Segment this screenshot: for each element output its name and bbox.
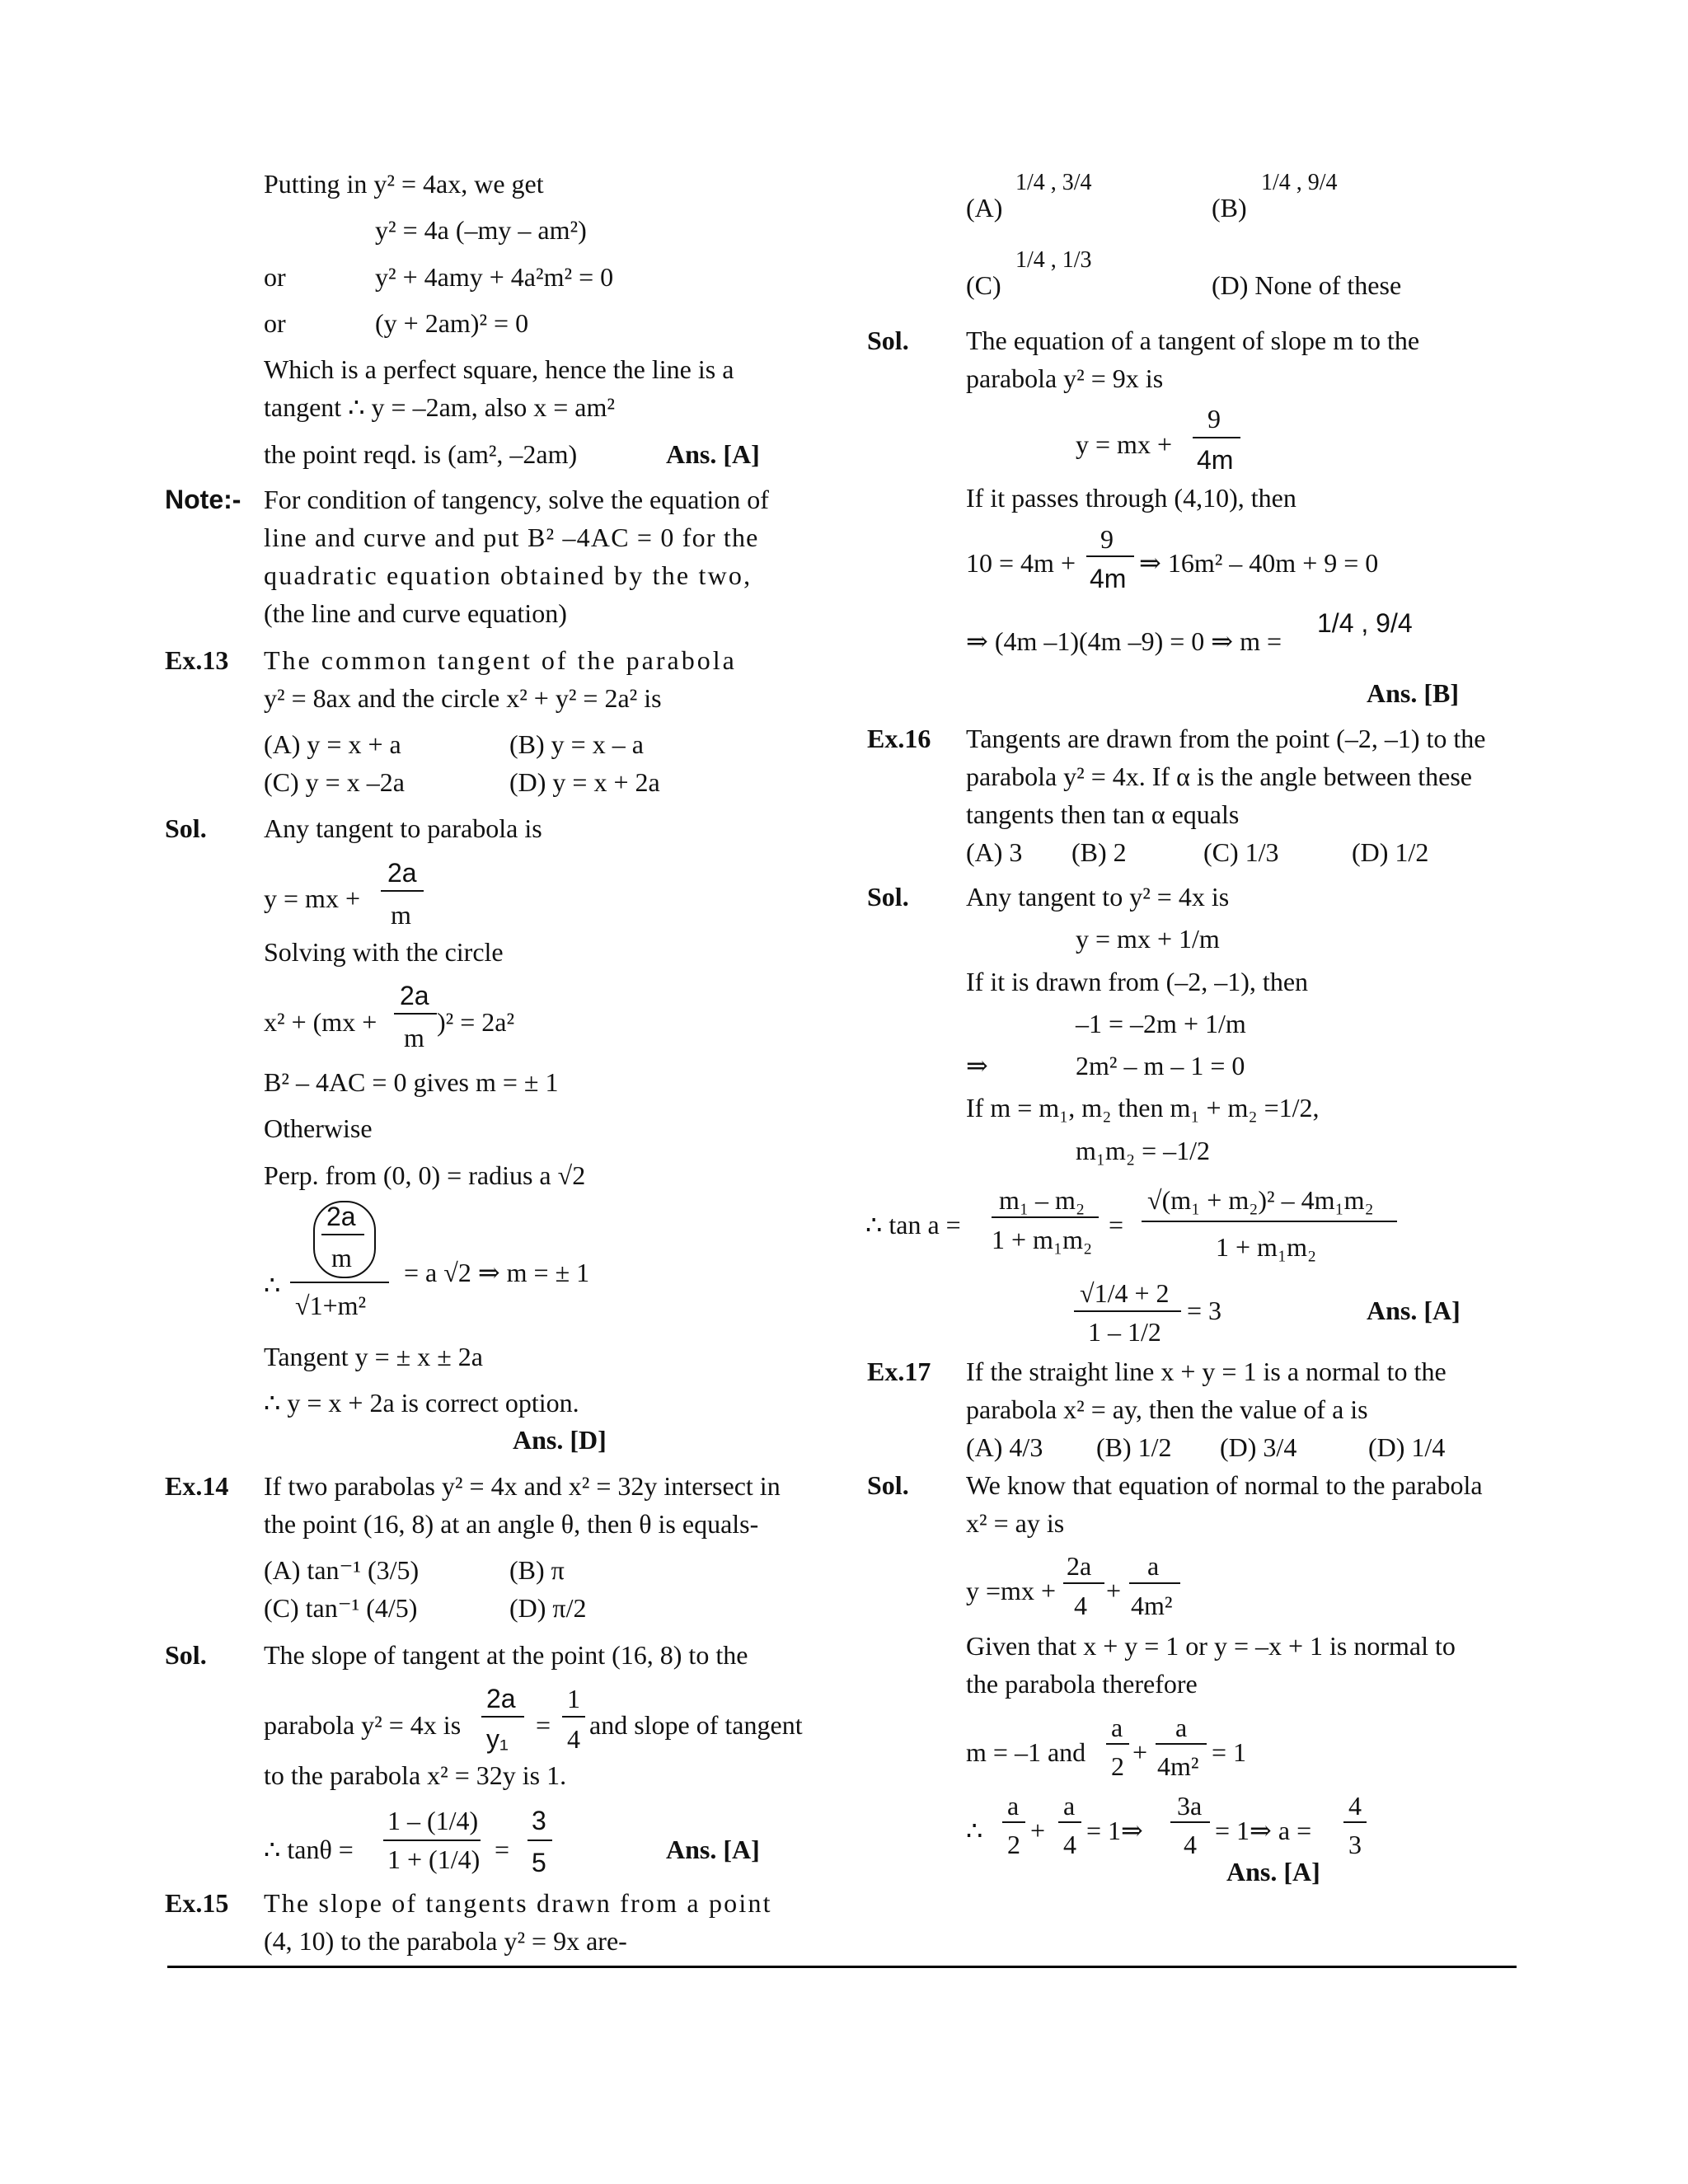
fraction-denominator: 3	[1348, 1830, 1362, 1859]
equation: = 3	[1187, 1296, 1222, 1325]
option-value: 1/4 , 9/4	[1261, 170, 1338, 195]
fraction-bar	[1074, 1310, 1181, 1312]
text-line: If it passes through (4,10), then	[966, 483, 1296, 513]
equation: 2m² – m – 1 = 0	[1076, 1051, 1245, 1080]
equation: +	[1106, 1576, 1122, 1605]
text-line: Putting in y² = 4ax, we get	[264, 169, 544, 199]
equation: y = mx + 1/m	[1076, 924, 1220, 954]
text-line: Otherwise	[264, 1113, 373, 1143]
therefore-symbol: ∴	[264, 1270, 281, 1300]
example-number: Ex.16	[867, 724, 931, 753]
radical: √1+m²	[295, 1291, 367, 1320]
option: (C) 1/3	[1203, 837, 1279, 867]
option: (C) y = x –2a	[264, 767, 405, 797]
fraction-denominator: 1 – 1/2	[1088, 1317, 1161, 1347]
question-text: The common tangent of the parabola	[264, 645, 737, 675]
option: (C) tan⁻¹ (4/5)	[264, 1593, 418, 1623]
option: (D) 1/2	[1352, 837, 1429, 867]
fraction-numerator: a	[1111, 1713, 1123, 1742]
question-text: Tangents are drawn from the point (–2, –1) to the	[966, 724, 1486, 753]
fraction-bar	[1156, 1743, 1207, 1745]
fraction-numerator: a	[1175, 1713, 1188, 1742]
fraction-numerator: 2a	[486, 1684, 516, 1713]
option: (A) 4/3	[966, 1432, 1043, 1462]
equation: –1 = –2m + 1/m	[1076, 1009, 1246, 1038]
option: (D) π/2	[509, 1593, 587, 1623]
equation: y² + 4amy + 4a²m² = 0	[375, 262, 614, 292]
text-line: If m = m₁, m₂ then m₁ + m₂ =1/2,	[966, 1093, 1320, 1122]
example-number: Ex.17	[867, 1357, 931, 1386]
fraction-numerator: a	[1007, 1791, 1020, 1821]
option: (A) tan⁻¹ (3/5)	[264, 1555, 420, 1585]
text-line: quadratic equation obtained by the two,	[264, 560, 753, 590]
equation: y² = 4a (–my – am²)	[375, 215, 587, 245]
option: (B) π	[509, 1555, 565, 1585]
text-line: (the line and curve equation)	[264, 598, 567, 628]
fraction-bar	[1170, 1821, 1210, 1823]
equation: +	[1132, 1737, 1148, 1767]
option: (D) 1/4	[1368, 1432, 1446, 1462]
text-line: and slope of tangent	[589, 1710, 803, 1740]
text-line: tangent ∴ y = –2am, also x = am²	[264, 392, 615, 422]
question-text: tangents then tan α equals	[966, 799, 1240, 829]
option: (B) y = x – a	[509, 729, 644, 759]
fraction-bar	[1193, 437, 1240, 438]
option-value: 1/4 , 3/4	[1015, 170, 1092, 195]
example-number: Ex.13	[165, 645, 229, 675]
fraction-bar	[290, 1282, 389, 1283]
equation: m = –1 and	[966, 1737, 1086, 1767]
answer: Ans. [D]	[513, 1425, 607, 1455]
fraction-denominator: 1 + m₁m₂	[1216, 1232, 1317, 1262]
equation-values: 1/4 , 9/4	[1317, 608, 1413, 638]
answer: Ans. [A]	[1367, 1296, 1461, 1325]
equation: = 1⇒	[1086, 1816, 1143, 1845]
fraction-denominator: m	[391, 900, 411, 930]
option: (D) None of these	[1212, 270, 1402, 300]
solution-label: Sol.	[165, 1640, 207, 1670]
example-number: Ex.15	[165, 1888, 229, 1918]
fraction-numerator: 1	[567, 1684, 580, 1713]
option: (A)	[966, 193, 1003, 223]
fraction-denominator: 4	[1063, 1830, 1076, 1859]
text-line: For condition of tangency, solve the equation of	[264, 485, 769, 514]
question-text: y² = 8ax and the circle x² + y² = 2a² is	[264, 683, 662, 713]
fraction-denominator: 1 + m₁m₂	[992, 1225, 1093, 1254]
fraction-bar	[562, 1716, 585, 1718]
option: (B)	[1212, 193, 1247, 223]
equation: =	[1109, 1210, 1124, 1240]
fraction-denominator: 4	[1074, 1591, 1087, 1620]
equation: = 1	[1212, 1737, 1247, 1767]
fraction-numerator: 2a	[1067, 1551, 1092, 1581]
fraction-numerator: 1 – (1/4)	[387, 1806, 479, 1835]
question-text: (4, 10) to the parabola y² = 9x are-	[264, 1926, 627, 1956]
fraction-numerator: a	[1147, 1551, 1160, 1581]
fraction-bar	[1129, 1582, 1180, 1584]
fraction-bar	[992, 1216, 1099, 1218]
equation: +	[1030, 1816, 1046, 1845]
text-line: Any tangent to parabola is	[264, 813, 542, 843]
fraction-numerator: m₁ – m₂	[999, 1185, 1085, 1215]
example-number: Ex.14	[165, 1471, 229, 1501]
solution-label: Sol.	[867, 882, 909, 912]
note-label: Note:-	[165, 485, 241, 514]
fraction-numerator: 2a	[387, 858, 417, 888]
answer: Ans. [A]	[666, 1835, 760, 1864]
fraction-numerator: √(m₁ + m₂)² – 4m₁m₂	[1147, 1185, 1374, 1215]
answer: Ans. [A]	[666, 439, 760, 469]
text-line: Any tangent to y² = 4x is	[966, 882, 1230, 912]
equation: = 1⇒ a =	[1215, 1816, 1312, 1845]
question-text: parabola y² = 4x. If α is the angle between these	[966, 762, 1472, 791]
question-text: If the straight line x + y = 1 is a normal to the	[966, 1357, 1447, 1386]
equation: = a √2 ⇒ m = ± 1	[404, 1258, 590, 1287]
text-line: the point reqd. is (am², –2am)	[264, 439, 578, 469]
fraction-denominator: 1 + (1/4)	[387, 1844, 481, 1874]
equation: )² = 2a²	[437, 1007, 515, 1037]
question-text: The slope of tangents drawn from a point	[264, 1888, 772, 1918]
fraction-numerator: 2a	[400, 981, 429, 1010]
text-line: We know that equation of normal to the parabola	[966, 1470, 1483, 1500]
text-line: the parabola therefore	[966, 1669, 1198, 1699]
fraction-numerator: 4	[1348, 1791, 1362, 1821]
fraction-numerator: a	[1063, 1791, 1076, 1821]
answer: Ans. [A]	[1226, 1857, 1320, 1886]
text-line: Which is a perfect square, hence the line is a	[264, 354, 734, 384]
solution-label: Sol.	[867, 1470, 909, 1500]
fraction-bar	[381, 890, 424, 892]
fraction-denominator: 5	[532, 1848, 546, 1877]
text-line: or	[264, 308, 286, 338]
equation: ⇒ 16m² – 40m + 9 = 0	[1139, 548, 1379, 578]
question-text: parabola x² = ay, then the value of a is	[966, 1394, 1368, 1424]
option: (D) y = x + 2a	[509, 767, 660, 797]
fraction-denominator: y₁	[486, 1724, 509, 1754]
fraction-denominator: 4m²	[1131, 1591, 1173, 1620]
equation: 10 = 4m +	[966, 548, 1076, 578]
fraction-numerator: 9	[1207, 404, 1221, 434]
fraction-denominator: 4	[567, 1724, 580, 1754]
fraction-numerator: 2a	[326, 1202, 356, 1231]
fraction-denominator: 2	[1111, 1751, 1124, 1781]
fraction-numerator: 9	[1100, 524, 1114, 554]
text-line: Given that x + y = 1 or y = –x + 1 is normal to	[966, 1631, 1456, 1661]
fraction-numerator: 3	[532, 1806, 546, 1835]
fraction-bar	[528, 1840, 552, 1841]
text-line: parabola y² = 9x is	[966, 363, 1164, 393]
fraction-bar	[1343, 1821, 1367, 1823]
implies-symbol: ⇒	[966, 1051, 988, 1080]
solution-label: Sol.	[165, 813, 207, 843]
fraction-bar	[1106, 1743, 1129, 1745]
equation: m₁m₂ = –1/2	[1076, 1136, 1211, 1165]
text-line: Tangent y = ± x ± 2a	[264, 1342, 483, 1371]
fraction-denominator: 4m	[1090, 564, 1127, 593]
fraction-denominator: m	[331, 1243, 352, 1272]
fraction-bar	[481, 1716, 524, 1718]
equation: parabola y² = 4x is	[264, 1710, 462, 1740]
option: (B) 2	[1071, 837, 1127, 867]
equation: (y + 2am)² = 0	[375, 308, 529, 338]
question-text: If two parabolas y² = 4x and x² = 32y intersect in	[264, 1471, 781, 1501]
equation: x² + (mx +	[264, 1007, 377, 1037]
text-line: The slope of tangent at the point (16, 8) to the	[264, 1640, 748, 1670]
fraction-bar	[1058, 1821, 1081, 1823]
option-value: 1/4 , 1/3	[1015, 247, 1092, 273]
fraction-denominator: 4m²	[1157, 1751, 1199, 1781]
option: (A) 3	[966, 837, 1023, 867]
text-line: Perp. from (0, 0) = radius a √2	[264, 1160, 586, 1190]
fraction-denominator: 4m	[1197, 445, 1234, 475]
equation: y =mx +	[966, 1576, 1056, 1605]
fraction-denominator: m	[404, 1023, 424, 1052]
fraction-bar	[321, 1234, 364, 1235]
text-line: ∴ y = x + 2a is correct option.	[264, 1388, 579, 1418]
answer: Ans. [B]	[1367, 678, 1460, 708]
text-line: to the parabola x² = 32y is 1.	[264, 1760, 567, 1790]
equation: =	[536, 1710, 551, 1740]
bottom-rule	[167, 1966, 1517, 1968]
fraction-bar	[1086, 555, 1134, 557]
option: (D) 3/4	[1220, 1432, 1297, 1462]
text-line: or	[264, 262, 286, 292]
equation: ⇒ (4m –1)(4m –9) = 0 ⇒ m =	[966, 626, 1282, 656]
text-line: line and curve and put B² –4AC = 0 for the	[264, 523, 759, 552]
text-line: x² = ay is	[966, 1508, 1065, 1538]
fraction-denominator: 2	[1007, 1830, 1020, 1859]
text-line: If it is drawn from (–2, –1), then	[966, 967, 1309, 996]
question-text: the point (16, 8) at an angle θ, then θ is equals-	[264, 1509, 759, 1539]
equation: y = mx +	[264, 883, 360, 913]
equation: y = mx +	[1076, 429, 1172, 459]
fraction-numerator: 3a	[1177, 1791, 1203, 1821]
fraction-bar	[394, 1013, 437, 1015]
equation: =	[495, 1835, 510, 1864]
text-line: The equation of a tangent of slope m to the	[966, 326, 1420, 355]
fraction-bar	[1002, 1821, 1025, 1823]
solution-label: Sol.	[867, 326, 909, 355]
option: (A) y = x + a	[264, 729, 401, 759]
text-line: Solving with the circle	[264, 937, 504, 967]
fraction-numerator: √1/4 + 2	[1080, 1278, 1170, 1308]
fraction-bar	[1063, 1582, 1104, 1584]
option: (C)	[966, 270, 1001, 300]
fraction-bar	[383, 1840, 481, 1841]
fraction-bar	[1142, 1221, 1397, 1222]
equation: ∴ tanθ =	[264, 1835, 354, 1864]
option: (B) 1/2	[1096, 1432, 1172, 1462]
fraction-denominator: 4	[1184, 1830, 1197, 1859]
therefore-symbol: ∴	[966, 1816, 983, 1845]
equation: ∴ tan a =	[865, 1210, 961, 1240]
text-line: B² – 4AC = 0 gives m = ± 1	[264, 1067, 559, 1097]
